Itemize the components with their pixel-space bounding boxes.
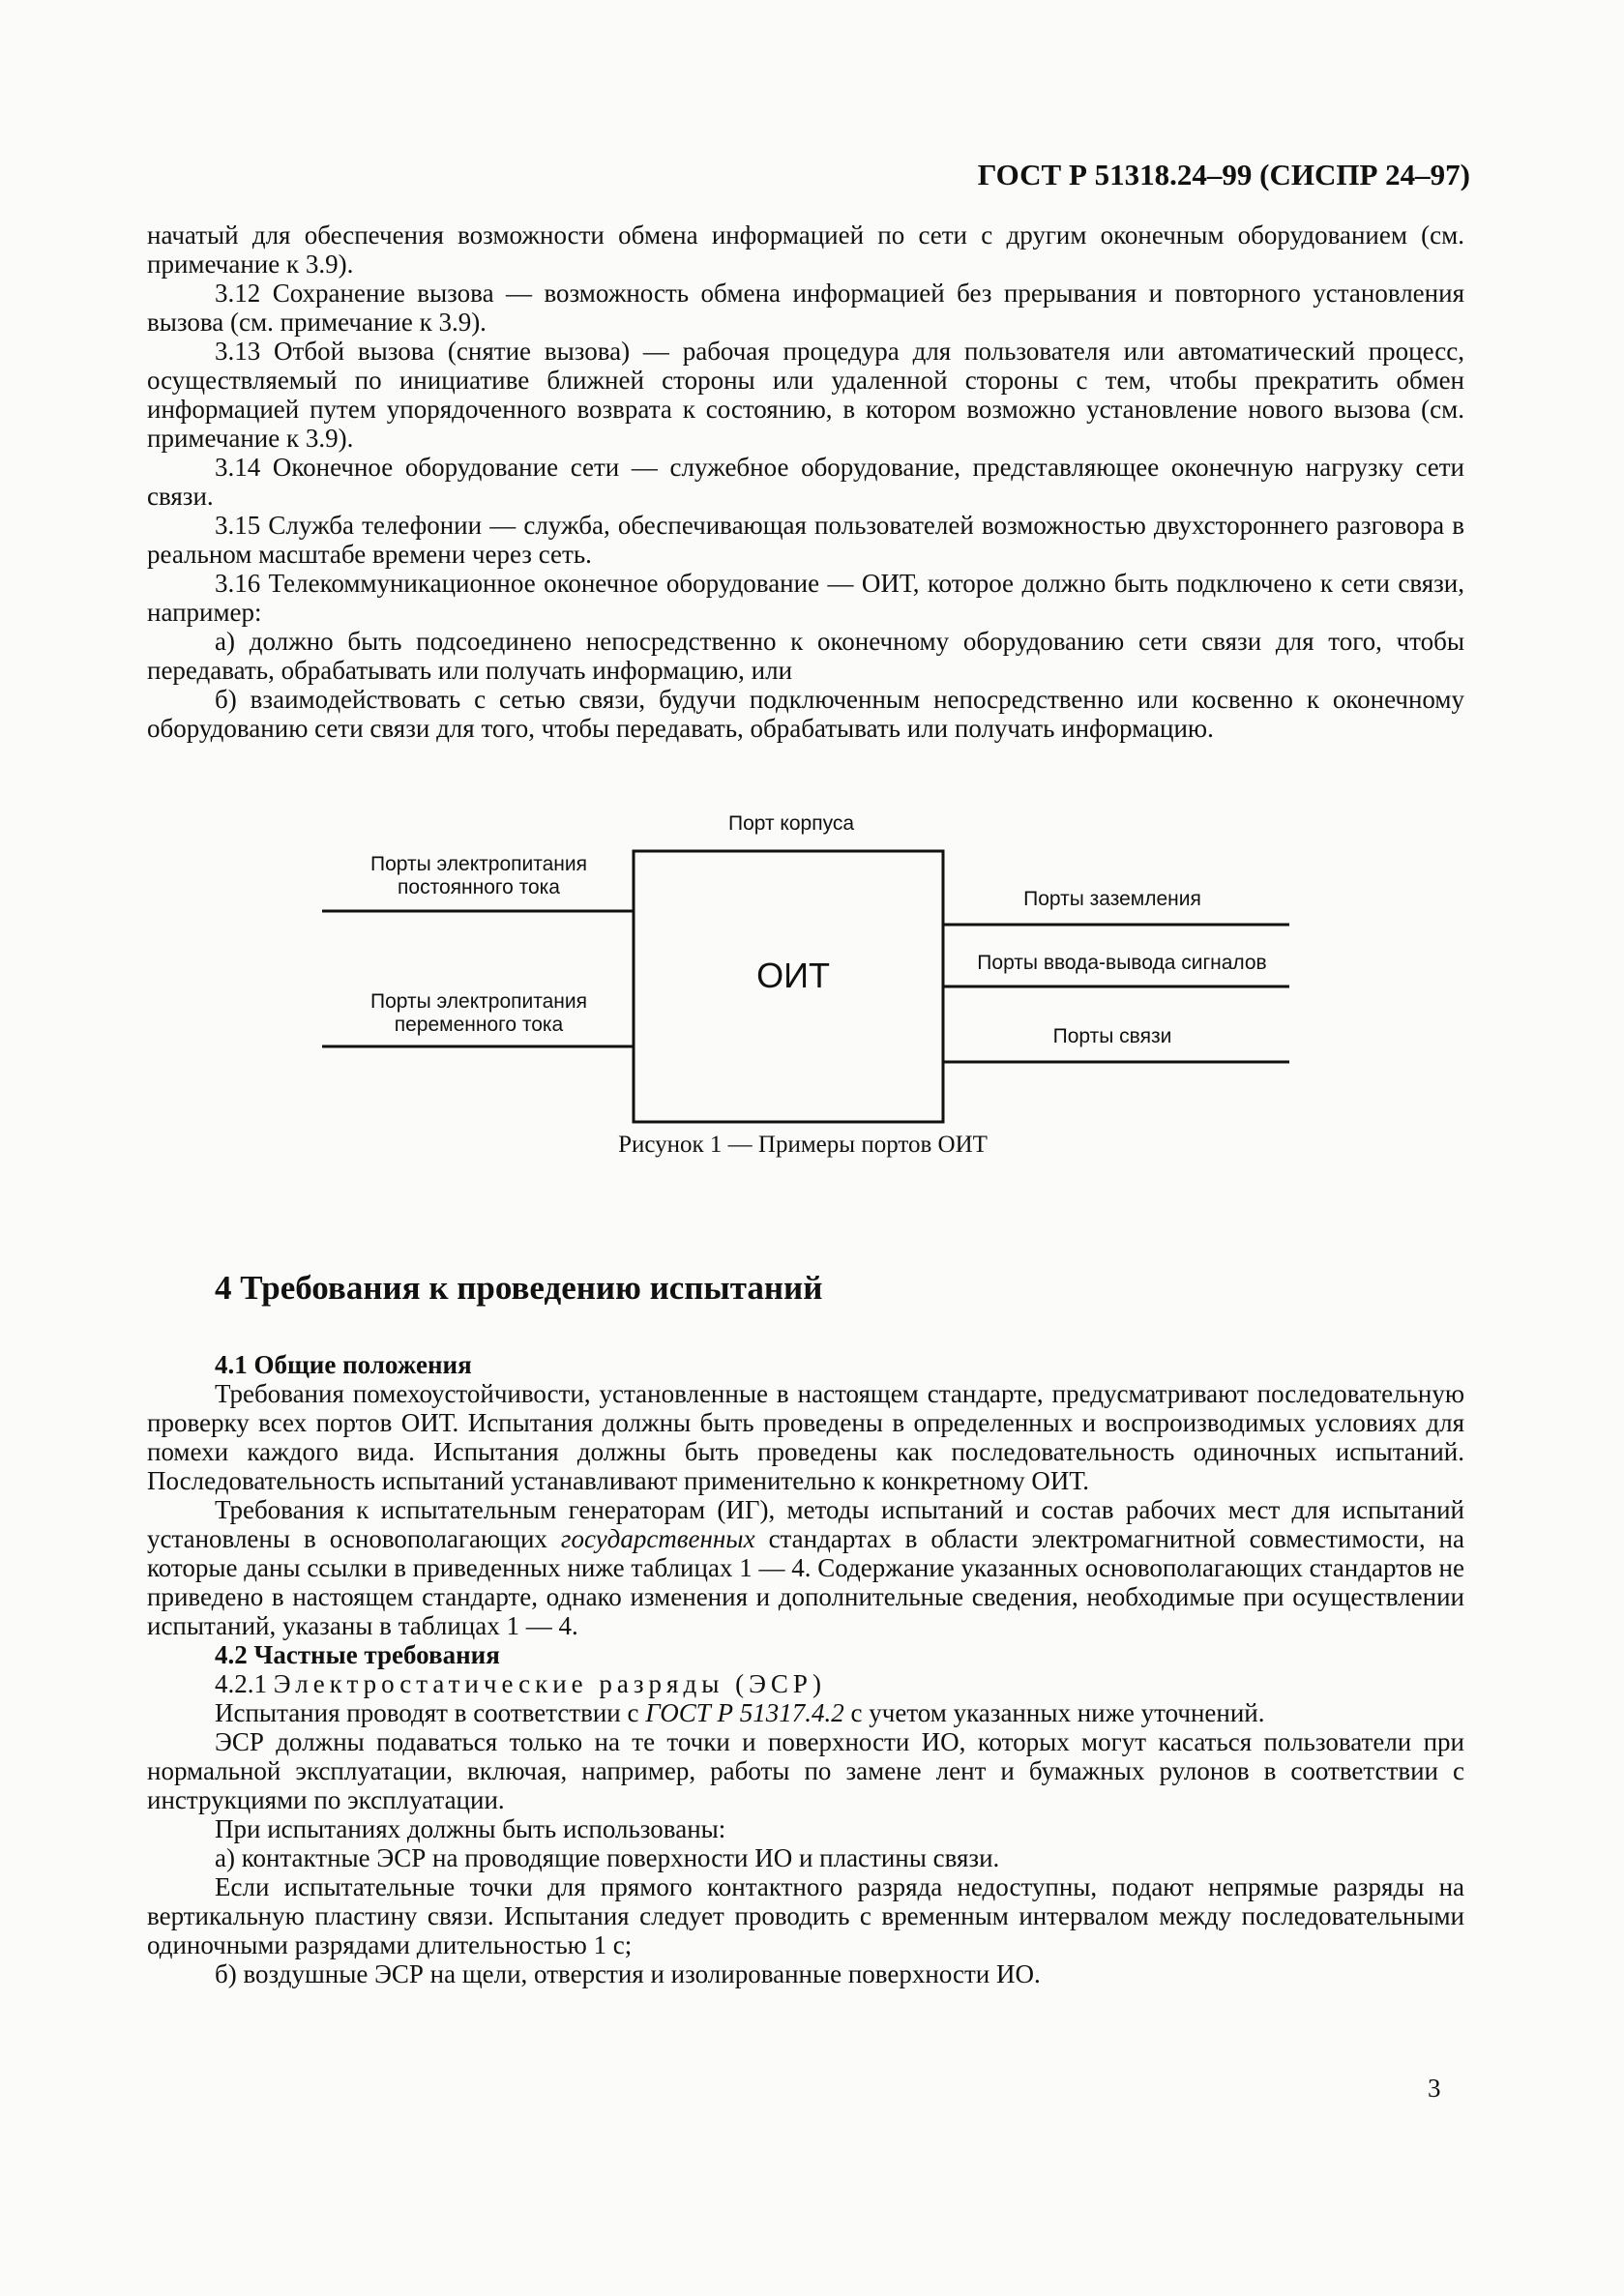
paragraph-3-14: 3.14 Оконечное оборудование сети — служебное оборудование, представляющее оконечную нагрузку сети связи. — [147, 453, 1464, 511]
section-4-title: 4 Требования к проведению испытаний — [215, 1269, 823, 1307]
text-run: с учетом указанных ниже уточнений. — [843, 1698, 1265, 1727]
paragraph-3-12: 3.12 Сохранение вызова — возможность обмена информацией без прерывания и повторного установления вызова (см. примечание к 3.9). — [147, 279, 1464, 337]
ports-diagram — [0, 803, 1624, 1170]
oit-box-label: ОИТ — [756, 956, 830, 995]
subsection-title: Электростатические разряды (ЭСР) — [273, 1669, 826, 1698]
standard-reference: ГОСТ Р 51317.4.2 — [645, 1698, 844, 1727]
paragraph-4-2-1-e: Если испытательные точки для прямого контактного разряда недоступны, подают непрямые разряды на вертикальную пластину связи. Испытания следует проводить с временным интервалом между последовательными одиночными разрядами длительностью 1 с; — [147, 1872, 1464, 1959]
subsection-4-2-1-title — [147, 1669, 1464, 1698]
ac-power-label-line2: переменного тока — [394, 1014, 564, 1036]
subsection-4-1-title: 4.1 Общие положения — [215, 1350, 472, 1379]
definitions-block — [147, 221, 1464, 743]
list-item-b: б) взаимодействовать с сетью связи, будучи подключенным непосредственно или косвенно к оконечному оборудованию сети связи для того, чтобы передавать, обрабатывать или получать информацию. — [147, 685, 1464, 743]
paragraph-4-1-a: Требования помехоустойчивости, установленные в настоящем стандарте, предусматривают последовательную проверку всех портов ОИТ. Испытания должны быть проведены в определенных и воспроизводимых условиях для помехи каждого вида. Испытания должны быть проведены как последовательность одиночных испытаний. Последовательность испытаний устанавливают применительно к конкретному ОИТ. — [147, 1379, 1464, 1495]
ac-power-label-line1: Порты электропитания — [370, 990, 587, 1013]
emphasis-run: государственных — [560, 1524, 755, 1553]
paragraph-4-2-1-c: При испытаниях должны быть использованы: — [215, 1814, 726, 1843]
standard-header: ГОСТ Р 51318.24–99 (СИСПР 24–97) — [977, 158, 1470, 191]
ac-power-label — [339, 990, 619, 1037]
telecom-port-label: Порты связи — [1052, 1025, 1172, 1047]
page-number: 3 — [1428, 2074, 1441, 2103]
list-item-b-esd: б) воздушные ЭСР на щели, отверстия и изолированные поверхности ИО. — [215, 1959, 1041, 1988]
section-4-body — [147, 1350, 1464, 1988]
text-run: Испытания проводят в соответствии с — [215, 1698, 646, 1727]
io-port-label: Порты ввода-вывода сигналов — [977, 952, 1267, 974]
paragraph-continued: начатый для обеспечения возможности обмена информацией по сети с другим оконечным оборудованием (см. примечание к 3.9). — [147, 221, 1464, 279]
text-run: Требования к испытательным генераторам (ИГ), методы испытаний и состав рабочих мест для испытаний установлены в основополагающих — [147, 1495, 1464, 1553]
text-run: стандартах в области электромагнитной совместимости, на которые даны ссылки в приведенных ниже таблицах 1 — 4. Содержание указанных основополагающих стандартов не приведено в настоящем стандарте, однако изменения и дополнительные сведения, необходимые при осуществлении испытаний, указаны в таблицах 1 — 4. — [147, 1524, 1464, 1640]
subsection-4-2-title: 4.2 Частные требования — [215, 1640, 500, 1669]
paragraph-4-1-b — [147, 1495, 1464, 1640]
list-item-a: а) должно быть подсоединено непосредственно к оконечному оборудованию сети связи для того, чтобы передавать, обрабатывать или получать информацию, или — [147, 627, 1464, 685]
dc-power-label-line1: Порты электропитания — [370, 853, 587, 875]
list-item-a-esd: а) контактные ЭСР на проводящие поверхности ИО и пластины связи. — [215, 1843, 1000, 1872]
figure-caption: Рисунок 1 — Примеры портов ОИТ — [618, 1132, 988, 1158]
paragraph-4-2-1-a — [147, 1698, 1464, 1727]
enclosure-port-label: Порт корпуса — [727, 812, 855, 835]
ground-port-label: Порты заземления — [1023, 888, 1201, 910]
subsection-number: 4.2.1 — [215, 1669, 274, 1698]
dc-power-label — [339, 853, 619, 899]
dc-power-label-line2: постоянного тока — [398, 876, 560, 898]
paragraph-3-13: 3.13 Отбой вызова (снятие вызова) — рабочая процедура для пользователя или автоматический процесс, осуществляемый по инициативе ближней стороны или удаленной стороны с тем, чтобы прекратить обмен информацией путем упорядоченного возврата к состоянию, в котором возможно установление нового вызова (см. примечание к 3.9). — [147, 337, 1464, 453]
paragraph-4-2-1-b: ЭСР должны подаваться только на те точки и поверхности ИО, которых могут касаться пользователи при нормальной эксплуатации, включая, например, работы по замене лент и бумажных рулонов в соответствии с инструкциями по эксплуатации. — [147, 1727, 1464, 1814]
paragraph-3-15: 3.15 Служба телефонии — служба, обеспечивающая пользователей возможностью двухстороннего разговора в реальном масштабе времени через сеть. — [147, 511, 1464, 569]
paragraph-3-16: 3.16 Телекоммуникационное оконечное оборудование — ОИТ, которое должно быть подключено к сети связи, например: — [147, 569, 1464, 627]
